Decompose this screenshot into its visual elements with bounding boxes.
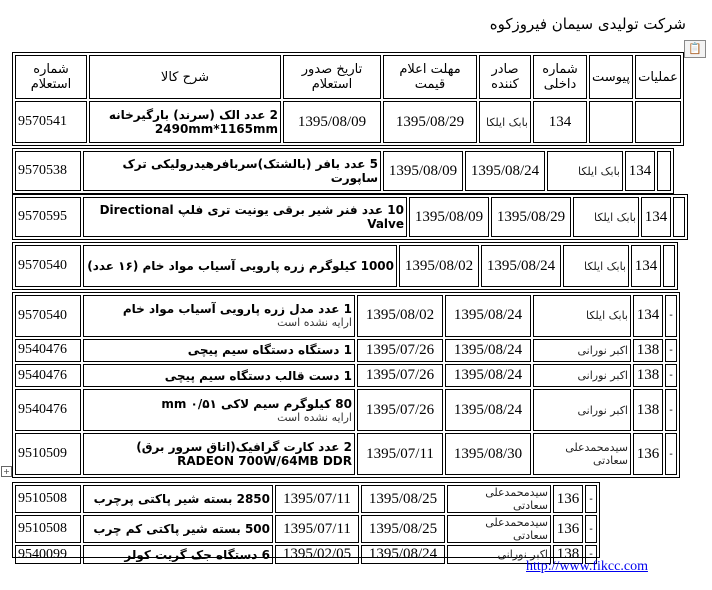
inquiry-no: 9570540 [15,295,81,337]
description: 1 دستگاه دستگاه سیم پیچی [83,339,355,362]
internal-no: 138 [633,389,663,431]
inquiry-no: 9570541 [15,101,87,143]
description: 80 کیلوگرم سیم لاکی ۰/۵۱ mm ارایه نشده است [83,389,355,431]
issue-date: 1395/08/02 [399,245,479,287]
inquiry-no: 9540099 [15,545,81,564]
issue-date: 1395/08/09 [409,197,489,237]
internal-no: 134 [533,101,587,143]
paste-options-icon[interactable]: 📋 [684,40,706,58]
col-operations: عملیات [635,55,681,99]
issue-date: 1395/08/09 [283,101,381,143]
deadline: 1395/08/24 [445,339,531,362]
table-row: - 134 بابک ایلکا 1395/08/24 1395/08/02 1 عدد مدل زره پارویی آسیاب مواد خام ارایه نشده است 9570540 [15,295,677,337]
issuer: سیدمحمدعلی سعادتی [447,515,551,543]
description: 6 دستگاه جک گریت کولر [83,545,273,564]
deadline: 1395/08/24 [465,151,545,191]
table-row [15,151,671,191]
table-row [15,245,675,287]
col-issuer: صادر کننده [479,55,531,99]
table-row: - 136 سیدمحمدعلی سعادتی 1395/08/30 1395/07/11 2 عدد کارت گرافیک(اتاق سرور برق) RADEON 700W/64MB DDR 9510509 [15,433,677,475]
inquiry-no: 9510508 [15,515,81,543]
table-row: - 136 سیدمحمدعلی سعادتی 1395/08/25 1395/07/11 500 بسته شیر پاکتی کم چرب 9510508 [15,515,597,543]
inquiry-no: 9510508 [15,485,81,513]
inquiry-no: 9510509 [15,433,81,475]
table-block-6 [12,482,600,562]
issue-date: 1395/08/09 [383,151,463,191]
deadline: 1395/08/24 [361,545,445,564]
deadline: 1395/08/24 [445,295,531,337]
table-block-5 [12,292,680,478]
internal-no: 134 [631,245,661,287]
issue-date: 1395/08/02 [357,295,443,337]
description: 5 عدد بافر (بالشتک)سربافرهیدرولیکی ترک ساپورت [83,151,381,191]
description: 1000 کیلوگرم زره پارویی آسیاب مواد خام (۱۶ عدد) [83,245,397,287]
table-row [15,197,685,237]
inquiry-no: 9540476 [15,389,81,431]
col-internal-no: شماره داخلی [533,55,587,99]
internal-no: 134 [641,197,671,237]
issuer: بابک ایلکا [563,245,629,287]
description: 1 دست قالب دستگاه سیم پیچی [83,364,355,387]
issuer: اکبر نورانی [533,339,631,362]
issuer: اکبر نورانی [447,545,551,564]
table-block-3 [12,194,688,240]
internal-no: 136 [553,485,583,513]
internal-no: 134 [625,151,655,191]
deadline: 1395/08/24 [445,389,531,431]
inquiry-no: 9540476 [15,364,81,387]
issuer: اکبر نورانی [533,364,631,387]
inquiry-no: 9570595 [15,197,81,237]
deadline: 1395/08/24 [481,245,561,287]
table-block-1 [12,52,684,146]
issue-date: 1395/07/11 [275,485,359,513]
deadline: 1395/08/24 [445,364,531,387]
footer-website-link[interactable]: http://www.fikcc.com [526,559,648,574]
table-row: - 138 اکبر نورانی 1395/08/24 1395/02/05 6 دستگاه جک گریت کولر 9540099 [15,545,597,564]
internal-no: 138 [633,364,663,387]
col-attachment: پیوست [589,55,633,99]
table-row: - 136 سیدمحمدعلی سعادتی 1395/08/25 1395/07/11 2850 بسته شیر پاکتی پرچرب 9510508 [15,485,597,513]
issuer: بابک ایلکا [573,197,639,237]
issuer: بابک ایلکا [479,101,531,143]
internal-no: 134 [633,295,663,337]
issue-date: 1395/07/26 [357,339,443,362]
col-description: شرح کالا [89,55,281,99]
col-inquiry-no: شماره استعلام [15,55,87,99]
issuer: اکبر نورانی [533,389,631,431]
table-block-4 [12,242,678,290]
deadline: 1395/08/25 [361,515,445,543]
table-move-anchor-icon[interactable]: + [1,466,12,477]
internal-no: 136 [553,515,583,543]
col-deadline: مهلت اعلام قیمت [383,55,477,99]
deadline: 1395/08/29 [383,101,477,143]
issue-date: 1395/07/26 [357,364,443,387]
issue-date: 1395/02/05 [275,545,359,564]
issue-date: 1395/07/26 [357,389,443,431]
issuer: بابک ایلکا [547,151,623,191]
inquiry-no: 9570538 [15,151,81,191]
company-title: شرکت تولیدی سیمان فیروزکوه [489,15,686,33]
deadline: 1395/08/30 [445,433,531,475]
issue-date: 1395/07/11 [357,433,443,475]
inquiry-no: 9540476 [15,339,81,362]
description: 2850 بسته شیر پاکتی پرچرب [83,485,273,513]
inquiry-no: 9570540 [15,245,81,287]
deadline: 1395/08/29 [491,197,571,237]
table-row: - 138 اکبر نورانی 1395/08/24 1395/07/26 1 دستگاه دستگاه سیم پیچی 9540476 [15,339,677,362]
issuer: بابک ایلکا [533,295,631,337]
description: 2 عدد کارت گرافیک(اتاق سرور برق) RADEON 700W/64MB DDR [83,433,355,475]
internal-no: 138 [553,545,583,564]
deadline: 1395/08/25 [361,485,445,513]
table-row: - 138 اکبر نورانی 1395/08/24 1395/07/26 1 دست قالب دستگاه سیم پیچی 9540476 [15,364,677,387]
issuer: سیدمحمدعلی سعادتی [447,485,551,513]
description: 2 عدد الک (سرند) بارگیرخانه 2490mm*1165mm [89,101,281,143]
description: 10 عدد فنر شیر برقی یونیت تری فلپ Directional Valve [83,197,407,237]
internal-no: 138 [633,339,663,362]
issuer: سیدمحمدعلی سعادتی [533,433,631,475]
description: 500 بسته شیر پاکتی کم چرب [83,515,273,543]
table-row: - 138 اکبر نورانی 1395/08/24 1395/07/26 80 کیلوگرم سیم لاکی ۰/۵۱ mm ارایه نشده است 9540476 [15,389,677,431]
table-block-2 [12,148,674,194]
col-issue-date: تاریخ صدور استعلام [283,55,381,99]
issue-date: 1395/07/11 [275,515,359,543]
table-row [15,101,681,143]
internal-no: 136 [633,433,663,475]
description: 1 عدد مدل زره پارویی آسیاب مواد خام ارایه نشده است [83,295,355,337]
